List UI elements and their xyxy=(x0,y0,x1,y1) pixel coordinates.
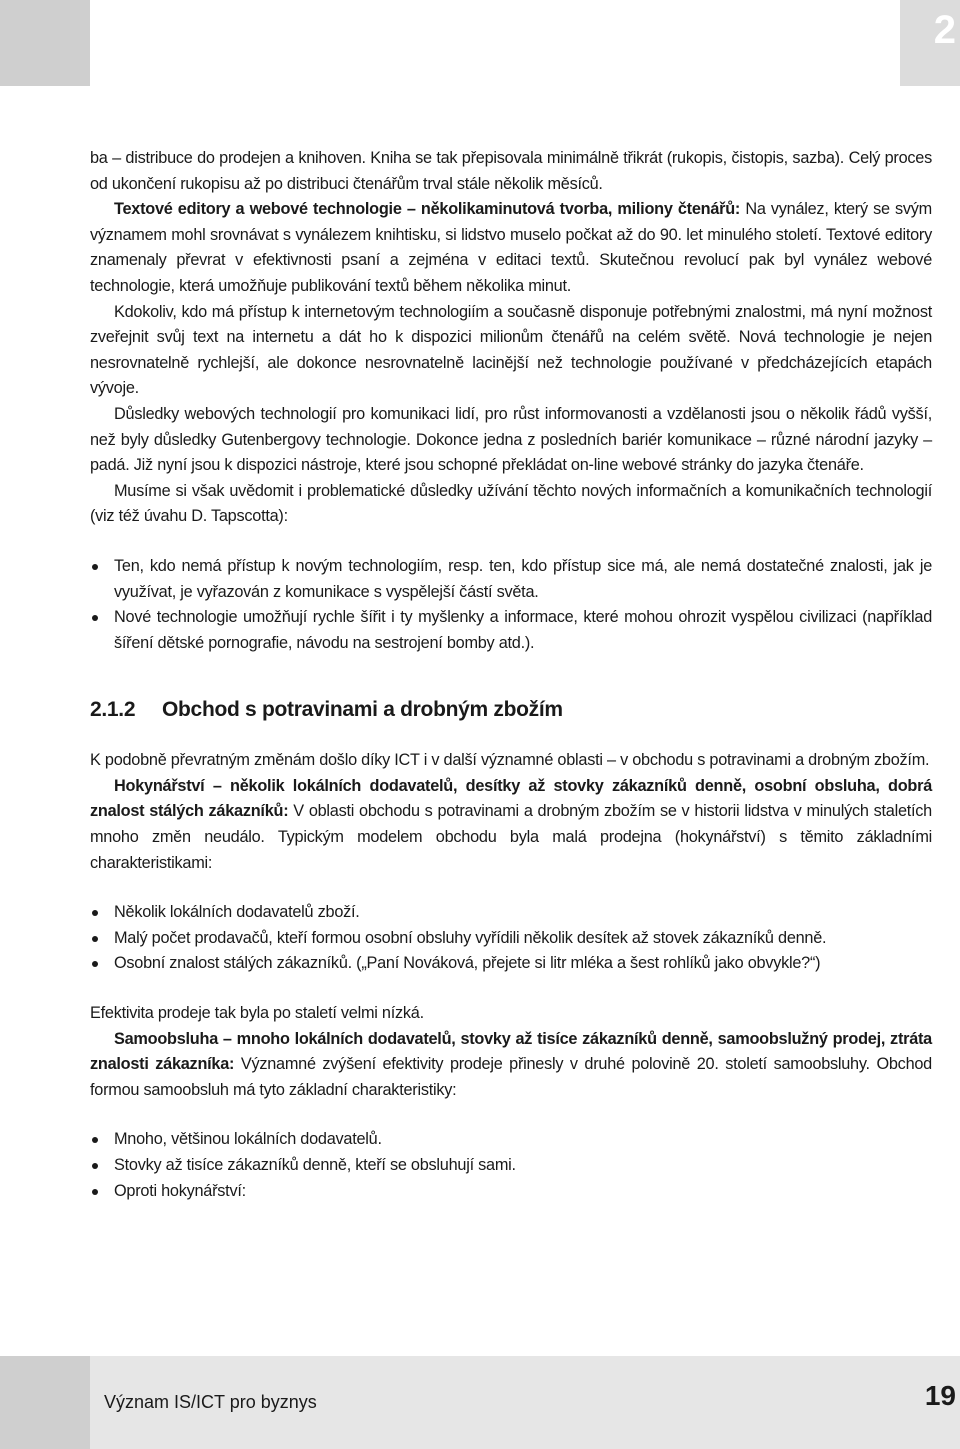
paragraph-anyone: Kdokoliv, kdo má přístup k internetovým technologiím a současně disponuje potřebnými znalostmi, má nyní možnost zveřejnit svůj text na internetu a dát ho k dispozici milionům čtenářů na celém světě. Nová technologie je nejen nesrovnatelně rychlejší, ale dokonce nesrovnatelně lacinější než technologie používané v předcházejících etapách vývoje. xyxy=(90,302,932,398)
header-chapter-tab xyxy=(900,0,960,86)
paragraph-lead: Samoobsluha – mnoho lokálních dodavatelů, stovky až tisíce zákazníků denně, samoobslužný prodej, ztráta znalosti zákazníka: xyxy=(90,1029,932,1074)
paragraph-hokynarstvi xyxy=(90,774,932,876)
paragraph-problems: Musíme si však uvědomit i problematické důsledky užívání těchto nových informačních a komunikačních technologií (viz též úvahu D. Tapscotta): xyxy=(90,481,932,526)
paragraph-body: V oblasti obchodu s potravinami a drobným zbožím se v historii lidstva v minulých staletích mnoho změn neudálo. Typickým modelem obchodu byla malá prodejna (hokynářství) s těmito základními charakteristikami: xyxy=(90,802,932,872)
samoobsluha-list xyxy=(90,1127,932,1204)
list-item: Ten, kdo nemá přístup k novým technologiím, resp. ten, kdo přístup sice má, ale nemá dostatečné znalosti, jak je využívat, je vyřazován z komunikace s vyspělejší částí světa. xyxy=(90,554,932,605)
hokynarstvi-list xyxy=(90,900,932,977)
paragraph-intro: K podobně převratným změnám došlo díky ICT i v další významné oblasti – v obchodu s potravinami a drobným zbožím. xyxy=(90,751,930,770)
list-item: Oproti hokynářství: xyxy=(90,1179,932,1205)
list-item: Osobní znalost stálých zákazníků. („Paní Nováková, přejete si litr mléka a šest rohlíků jako obvykle?“) xyxy=(90,951,932,977)
list-item: Nové technologie umožňují rychle šířit i ty myšlenky a informace, které mohou ohrozit vyspělou civilizaci (například šíření dětské pornografie, návodu na sestrojení bomby atd.). xyxy=(90,605,932,656)
paragraph-text-editors xyxy=(90,197,932,299)
paragraph-samoobsluha xyxy=(90,1027,932,1104)
header-left-block xyxy=(0,0,90,86)
list-item: Několik lokálních dodavatelů zboží. xyxy=(90,900,932,926)
list-item: Malý počet prodavačů, kteří formou osobní obsluhy vyřídili několik desítek až stovek zákazníků denně. xyxy=(90,926,932,952)
paragraph-consequences: Důsledky webových technologií pro komunikaci lidí, pro růst informovanosti a vzdělanosti jsou o několik řádů vyšší, než byly důsledky Gutenbergovy technologie. Dokonce jedna z posledních bariér komunikace – různé národní jazyky – padá. Již nyní jsou k dispozici nástroje, které jsou schopné překládat on-line webové stránky do jazyka čtenáře. xyxy=(90,404,932,475)
paragraph-body: Významné zvýšení efektivity prodeje přinesly v druhé polovině 20. století samoobsluhy. Obchod formou samoobsluh má tyto základní charakteristiky: xyxy=(90,1055,932,1099)
section-heading xyxy=(90,696,932,724)
footer-left-block xyxy=(0,1356,90,1449)
paragraph-continuation: ba – distribuce do prodejen a knihoven. Kniha se tak přepisovala minimálně třikrát (rukopis, čistopis, sazba). Celý proces od ukončení rukopisu až po distribuci čtenářům trval stále několik měsíců. xyxy=(90,149,932,193)
problems-list xyxy=(90,554,932,656)
section-title: Obchod s potravinami a drobným zbožím xyxy=(162,698,563,722)
section-number: 2.1.2 xyxy=(90,698,136,722)
paragraph-lead: Textové editory a webové technologie – několikaminutová tvorba, miliony čtenářů: xyxy=(114,200,741,219)
list-item: Mnoho, většinou lokálních dodavatelů. xyxy=(90,1127,932,1153)
book-title: Význam IS/ICT pro byznys xyxy=(104,1392,317,1412)
paragraph-efektivita: Efektivita prodeje tak byla po staletí velmi nízká. xyxy=(90,1004,424,1023)
page-content xyxy=(90,146,932,1204)
paragraph-body: Na vynález, který se svým významem mohl srovnávat s vynálezem knihtisku, si lidstvo muselo počkat až do 90. let minulého století. Textové editory znamenaly převrat v efektivnosti psaní a zejména v editaci textů. Skutečnou revolucí pak byl vynález webové technologie, která umožňuje publikování textů během několika minut. xyxy=(90,200,932,295)
paragraph-lead: Hokynářství – několik lokálních dodavatelů, desítky až stovky zákazníků denně, osobní obsluha, dobrá znalost stálých zákazníků: xyxy=(90,776,932,821)
header-white-box xyxy=(90,0,900,86)
list-item: Stovky až tisíce zákazníků denně, kteří se obsluhují sami. xyxy=(90,1153,932,1179)
page-number: 19 xyxy=(924,1380,956,1411)
chapter-number: 2 xyxy=(933,8,956,52)
